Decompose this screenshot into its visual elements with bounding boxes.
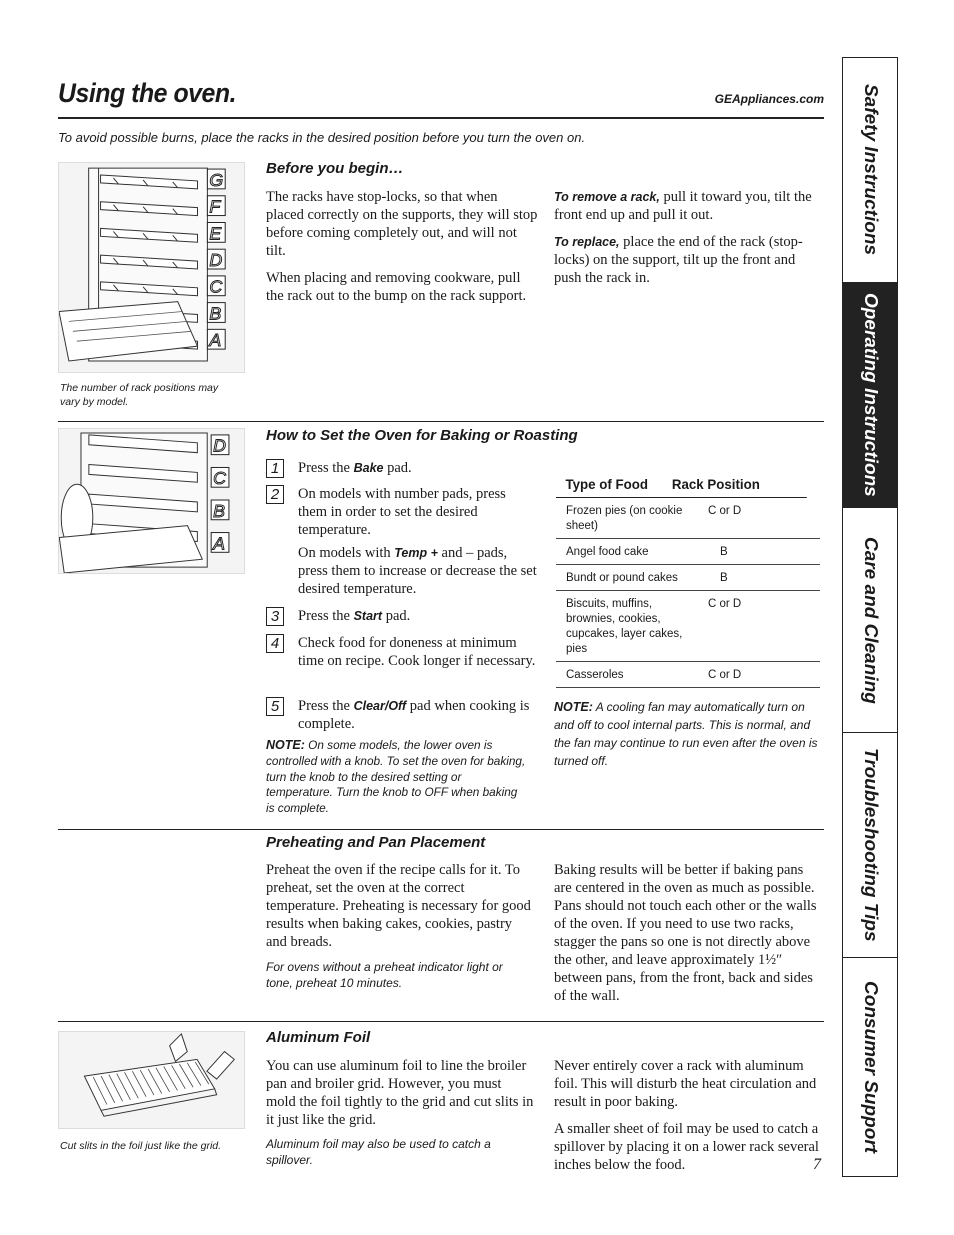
before-p2: When placing and removing cookware, pull the rack out to the bump on the rack support. <box>266 270 527 304</box>
before-p1: The racks have stop-locks, so that when placed correctly on the supports, they will stop before coming completely out, and will not tilt. <box>266 189 538 259</box>
col-rack: Rack Position <box>671 476 760 492</box>
tab-consumer-support[interactable]: Consumer Support <box>860 980 881 1154</box>
preheat-p1: Preheat the oven if the recipe calls for it. To preheat, set the oven at the correct temperature. Preheating is necessary for good results when baking cakes, cookies, pastry and breads. <box>266 862 531 950</box>
intro-text: To avoid possible burns, place the racks in the desired position before you turn the oven on. <box>58 130 586 145</box>
foil-note: Aluminum foil may also be used to catch a spillover. <box>266 1137 491 1167</box>
rack-position-table <box>556 472 820 688</box>
page-number: 7 <box>813 1156 821 1173</box>
step-number: 5 <box>266 697 284 716</box>
foil-grid-illustration <box>58 1031 245 1129</box>
table-row: Frozen pies (on cookie sheet) C or D <box>556 498 820 539</box>
step-number: 4 <box>266 634 284 653</box>
step-number: 2 <box>266 485 284 504</box>
foil-col1 <box>266 1057 534 1138</box>
rack-letter-b: B <box>209 303 222 324</box>
preheat-heading: Preheating and Pan Placement <box>266 834 486 851</box>
rack-positions-illustration <box>58 162 245 373</box>
rack-letter-e: E <box>209 223 222 244</box>
step-2: 2 On models with number pads, press them in order to set the desired temperature. <box>266 485 532 541</box>
step-3: 3 Press the Start pad. <box>266 607 532 631</box>
preheat-p2: Baking results will be better if baking pans are centered in the oven as much as possible. Pans should not touch each other or the walls of the oven. If you need to use two racks, stagger the pans so one is not directly above the other, and leave approximately 1½″ between pans, from the front, back and sides of the wall. <box>554 862 817 1004</box>
rack-letter-f: F <box>209 196 221 217</box>
rack-letter-g: G <box>209 169 224 190</box>
table-row: Angel food cake B <box>556 539 820 565</box>
tab-troubleshooting-tips[interactable]: Troubleshooting Tips <box>843 733 897 958</box>
foil-heading: Aluminum Foil <box>266 1029 371 1046</box>
fan-note: NOTE: A cooling fan may automatically turn on and off to cool internal parts. This is normal, and the fan may continue to run even after the oven is turned off. <box>554 700 818 768</box>
foil-p1: You can use aluminum foil to line the broiler pan and broiler grid. However, you must mold the foil tightly to the grid and cut slits in it just like the grid. <box>266 1058 534 1128</box>
rack-letter-d: D <box>209 250 223 271</box>
before-col2 <box>554 188 816 296</box>
remove-text: pull it toward you, tilt the front end up and pull it out. <box>554 189 812 223</box>
preheat-note: For ovens without a preheat indicator light or tone, preheat 10 minutes. <box>266 960 503 990</box>
website-url[interactable]: GEAppliances.com <box>714 92 824 106</box>
foil-p2: Never entirely cover a rack with aluminum foil. This will disturb the heat circulation and result in poor baking. <box>554 1058 817 1110</box>
lower-oven-illustration <box>58 428 245 574</box>
step-2b: On models with Temp + and – pads, press them to increase or decrease the set desired temperature. <box>298 545 537 597</box>
tab-care-and-cleaning[interactable]: Care and Cleaning <box>843 508 897 733</box>
tab-operating-instructions[interactable]: Operating Instructions <box>843 283 897 508</box>
section-rule-baking <box>58 421 824 422</box>
before-col1 <box>266 188 538 314</box>
clear-off-pad: Clear/Off <box>353 699 407 713</box>
temp-pad: Temp + <box>394 546 438 560</box>
replace-text: place the end of the rack (stop-locks) on the support, tilt up the front and push the rack in. <box>554 234 803 286</box>
section-tabs <box>842 57 898 1177</box>
rack-letter-d: D <box>213 435 226 456</box>
preheat-col2 <box>554 861 824 1014</box>
header-rule <box>58 117 824 119</box>
foil-p3: A smaller sheet of foil may be used to catch a spillover by placing it on a lower rack several inches below the food. <box>554 1121 819 1173</box>
rack-letter-c: C <box>209 276 223 297</box>
step-1: 1 Press the Bake pad. <box>266 459 532 483</box>
foil-col2 <box>554 1057 822 1183</box>
preheat-col1 <box>266 861 534 960</box>
rack-letter-a: A <box>209 330 222 351</box>
step-5: 5 Press the Clear/Off pad when cooking is complete. <box>266 697 532 735</box>
table-row: Biscuits, muffins, brownies, cookies, cupcakes, layer cakes, pies C or D <box>556 591 820 662</box>
rack-caption: The number of rack positions may vary by model. <box>60 382 219 408</box>
baking-heading: How to Set the Oven for Baking or Roasting <box>266 427 578 444</box>
bake-pad: Bake <box>353 461 384 475</box>
col-food: Type of Food <box>565 476 649 492</box>
section-rule-foil <box>58 1021 824 1022</box>
before-heading: Before you begin… <box>266 160 404 177</box>
foil-caption: Cut slits in the foil just like the grid. <box>60 1140 222 1152</box>
tab-safety-instructions[interactable]: Safety Instructions <box>843 58 897 283</box>
rack-letter-b: B <box>213 500 225 521</box>
page-title: Using the oven. <box>58 78 237 108</box>
table-row: Bundt or pound cakes B <box>556 565 820 591</box>
table-header <box>556 472 807 498</box>
note-label: NOTE: <box>554 700 593 714</box>
step-number: 3 <box>266 607 284 626</box>
step-number: 1 <box>266 459 284 478</box>
step-4: 4 Check food for doneness at minimum time on recipe. Cook longer if necessary. <box>266 634 532 690</box>
table-row: Casseroles C or D <box>556 662 820 688</box>
section-rule-preheat <box>58 829 824 830</box>
rack-letter-c: C <box>213 468 226 489</box>
start-pad: Start <box>353 609 383 623</box>
remove-label: To remove a rack, <box>554 190 660 204</box>
knob-note: NOTE: On some models, the lower oven is controlled with a knob. To set the oven for baking, turn the knob to the desired setting or temperature. Turn the knob to OFF when baking is complete. <box>266 738 526 816</box>
rack-letter-a: A <box>213 533 225 554</box>
replace-label: To replace, <box>554 235 620 249</box>
note-label: NOTE: <box>266 738 305 752</box>
